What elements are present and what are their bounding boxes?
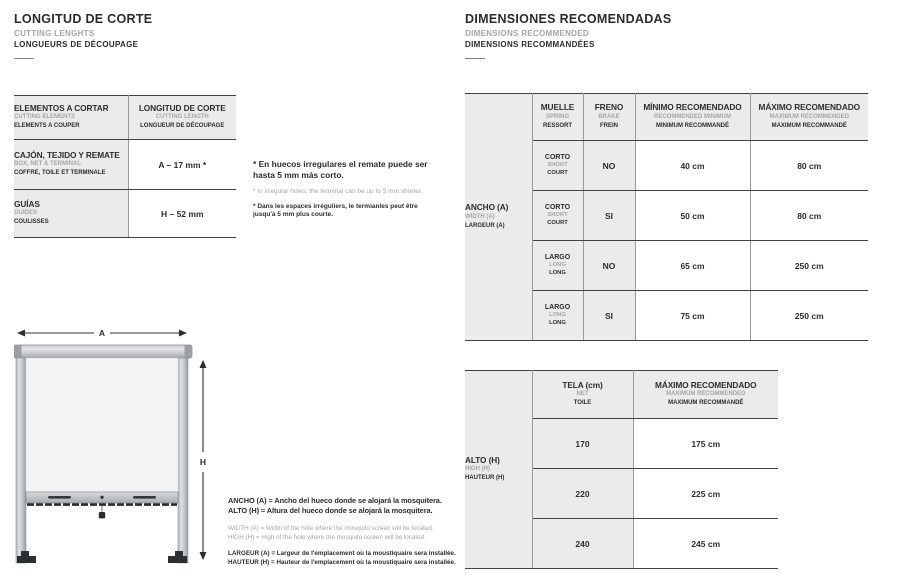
- muelle-header-fr: RESSORT: [542, 122, 572, 129]
- min-cell: 65 cm: [635, 241, 750, 291]
- width-recommendations-table: [465, 93, 868, 341]
- muelle-fr: LONG: [549, 319, 566, 326]
- muelle-en: SHORT: [547, 162, 568, 169]
- left-rail: [16, 358, 26, 563]
- muelle-en: SHORT: [547, 212, 568, 219]
- ancho-label-en: WIDTH (A): [465, 213, 495, 220]
- row-value-box-net-terminal: A – 17 mm *: [128, 140, 236, 190]
- muelle-es: LARGO: [544, 304, 571, 312]
- header-elements-fr: ELEMENTS A COUPER: [14, 123, 80, 130]
- tela-cell: 220: [532, 469, 633, 519]
- legend-alto-es: ALTO (H) = Altura del hueco donde se alojará la mosquitera.: [228, 506, 433, 516]
- cutting-length-title-es: LONGITUD DE CORTE: [14, 12, 153, 26]
- cutting-length-table: [14, 95, 236, 238]
- muelle-en: LONG: [549, 312, 566, 319]
- row-label-es: GUÍAS: [14, 198, 40, 209]
- max-cell: 225 cm: [633, 469, 778, 519]
- minimo-header-fr: MINIMUM RECOMMANDÉ: [656, 122, 729, 129]
- tela-header-es: TELA (cm): [562, 379, 603, 390]
- legend-high-en: HIGH (H) = High of the hole where the mosquito screen will be located.: [228, 533, 426, 541]
- minimo-header-es: MÍNIMO RECOMENDADO: [643, 102, 742, 113]
- maximo-header-es: MÁXIMO RECOMENDADO: [758, 102, 860, 113]
- dimensions-title-es: DIMENSIONES RECOMENDADAS: [465, 12, 672, 26]
- header-cell-minimo: [635, 94, 750, 141]
- header-cell-tela: [532, 371, 633, 419]
- height-table-row-label: [465, 371, 532, 569]
- header-cell-maximo: [633, 371, 778, 419]
- table-row: [14, 140, 236, 190]
- maximo-header-fr: MAXIMUM RECOMMANDÉ: [771, 122, 847, 129]
- cutting-length-title-fr: LONGUEURS DE DÉCOUPAGE: [14, 40, 139, 49]
- height-arrow: [200, 360, 207, 560]
- width-table-header-row: [465, 94, 868, 141]
- header-cell-elements: [14, 96, 128, 140]
- muelle-cell: [532, 191, 583, 241]
- width-arrow: [17, 328, 187, 338]
- muelle-en: LONG: [549, 262, 566, 269]
- header-cell-freno: [583, 94, 635, 141]
- header-cell-muelle: [532, 94, 583, 141]
- row-value-guides: H – 52 mm: [128, 190, 236, 238]
- tela-header-fr: TOILE: [573, 400, 592, 407]
- dimensions-title-en: DIMENSIONS RECOMMENDED: [465, 29, 589, 38]
- freno-cell: SI: [583, 191, 635, 241]
- table-row: [14, 190, 236, 238]
- maximo-header-en: MAXIMUM RECOMMENDED: [769, 113, 849, 120]
- row-label-fr: COULISSES: [14, 219, 49, 226]
- freno-header-fr: FREIN: [600, 122, 618, 129]
- muelle-es: CORTO: [544, 204, 571, 212]
- row-label-box-net-terminal: [14, 140, 128, 190]
- bottom-bar: [26, 492, 178, 505]
- legend-largeur-fr: LARGEUR (A) = Largeur de l'emplacement où la moustiquaire sera installée.: [228, 549, 456, 557]
- minimo-header-en: RECOMMENDED MINIMUM: [654, 113, 731, 120]
- irregular-holes-notes: [253, 159, 439, 220]
- mesh-net: [26, 358, 178, 492]
- header-cell-maximo: [750, 94, 868, 141]
- cutting-length-table-header-row: [14, 96, 236, 140]
- header-length-en: CUTTING LENGTH: [155, 114, 209, 121]
- freno-cell: NO: [583, 241, 635, 291]
- cutting-length-title-en: CUTTING LENGHTS: [14, 29, 95, 38]
- maximo-header-en: MAXIMUM RECOMMENDED: [666, 391, 746, 398]
- tela-cell: 240: [532, 519, 633, 569]
- muelle-es: CORTO: [544, 154, 571, 162]
- alto-label-es: ALTO (H): [465, 454, 500, 465]
- freno-header-es: FRENO: [594, 102, 624, 113]
- max-cell: 250 cm: [750, 241, 868, 291]
- muelle-header-en: SPRING: [545, 113, 569, 120]
- max-cell: 250 cm: [750, 291, 868, 341]
- cutting-length-header: [14, 12, 152, 59]
- row-label-guides: [14, 190, 128, 238]
- freno-header-en: BRAKE: [598, 113, 620, 120]
- note-en: * In irregular holes, the terminal can be up to 5 mm shorter.: [253, 187, 423, 195]
- muelle-cell: [532, 141, 583, 191]
- note-es: * En huecos irregulares el remate puede ser hasta 5 mm más corto.: [253, 159, 428, 180]
- ancho-label-fr: LARGEUR (A): [465, 222, 505, 229]
- header-elements-en: CUTTING ELEMENTS: [14, 114, 75, 121]
- cassette-box: [14, 345, 192, 358]
- muelle-cell: [532, 291, 583, 341]
- dimension-legend: [228, 496, 468, 567]
- alto-label-en: HIGH (H): [465, 466, 490, 473]
- height-recommendations-table: [465, 370, 778, 569]
- header-length-fr: LONGUEUR DE DÉCOUPAGE: [140, 123, 225, 130]
- dimensions-title-fr: DIMENSIONS RECOMMANDÉES: [465, 40, 595, 49]
- muelle-fr: LONG: [549, 269, 566, 276]
- maximo-header-fr: MAXIMUM RECOMMANDÉ: [668, 400, 744, 407]
- row-label-en: GUIDES: [14, 210, 38, 217]
- ancho-label-es: ANCHO (A): [465, 202, 509, 213]
- row-label-es: CAJÓN, TEJIDO Y REMATE: [14, 149, 120, 160]
- legend-width-en: WIDTH (A) = Width of the hole where the mosquito screen will be located.: [228, 524, 434, 532]
- mosquito-screen-diagram: [14, 322, 220, 572]
- height-arrow-label: H: [199, 457, 207, 467]
- maximo-header-es: MÁXIMO RECOMENDADO: [655, 379, 757, 390]
- row-label-en: BOX, NET & TERMINAL: [14, 161, 81, 168]
- tela-cell: 170: [532, 419, 633, 469]
- pull-cord: [99, 506, 105, 518]
- width-arrow-label: A: [98, 328, 106, 338]
- max-cell: 245 cm: [633, 519, 778, 569]
- header-cell-length: [128, 96, 236, 140]
- row-label-fr: COFFRE, TOILE ET TERMINALE: [14, 170, 106, 177]
- max-cell: 80 cm: [750, 141, 868, 191]
- right-rail: [178, 358, 188, 563]
- title-rule: [465, 58, 485, 59]
- min-cell: 40 cm: [635, 141, 750, 191]
- header-length-es: LONGITUD DE CORTE: [138, 102, 226, 113]
- height-table-header-row: [465, 371, 778, 419]
- muelle-es: LARGO: [544, 254, 571, 262]
- mosquito-screen-illustration: [14, 322, 220, 572]
- max-cell: 175 cm: [633, 419, 778, 469]
- alto-label-fr: HAUTEUR (H): [465, 475, 505, 482]
- header-elements-es: ELEMENTOS A CORTAR: [14, 102, 109, 113]
- max-cell: 80 cm: [750, 191, 868, 241]
- title-rule: [14, 58, 34, 59]
- note-fr: * Dans les espaces irréguliers, le termianles peut être jusqu'à 5 mm plus courte.: [253, 202, 418, 219]
- min-cell: 50 cm: [635, 191, 750, 241]
- muelle-cell: [532, 241, 583, 291]
- muelle-header-es: MUELLE: [540, 102, 575, 113]
- width-table-row-label: [465, 94, 532, 341]
- freno-cell: SI: [583, 291, 635, 341]
- legend-hauteur-fr: HAUTEUR (H) = Hauteur de l'emplacement où la moustiquaire sera installée.: [228, 559, 456, 567]
- legend-ancho-es: ANCHO (A) = Ancho del hueco donde se alojará la mosquitera.: [228, 496, 442, 505]
- min-cell: 75 cm: [635, 291, 750, 341]
- tela-header-en: NET: [576, 391, 589, 398]
- freno-cell: NO: [583, 141, 635, 191]
- muelle-fr: COURT: [547, 219, 568, 226]
- muelle-fr: COURT: [547, 169, 568, 176]
- recommended-dimensions-header: [465, 12, 672, 59]
